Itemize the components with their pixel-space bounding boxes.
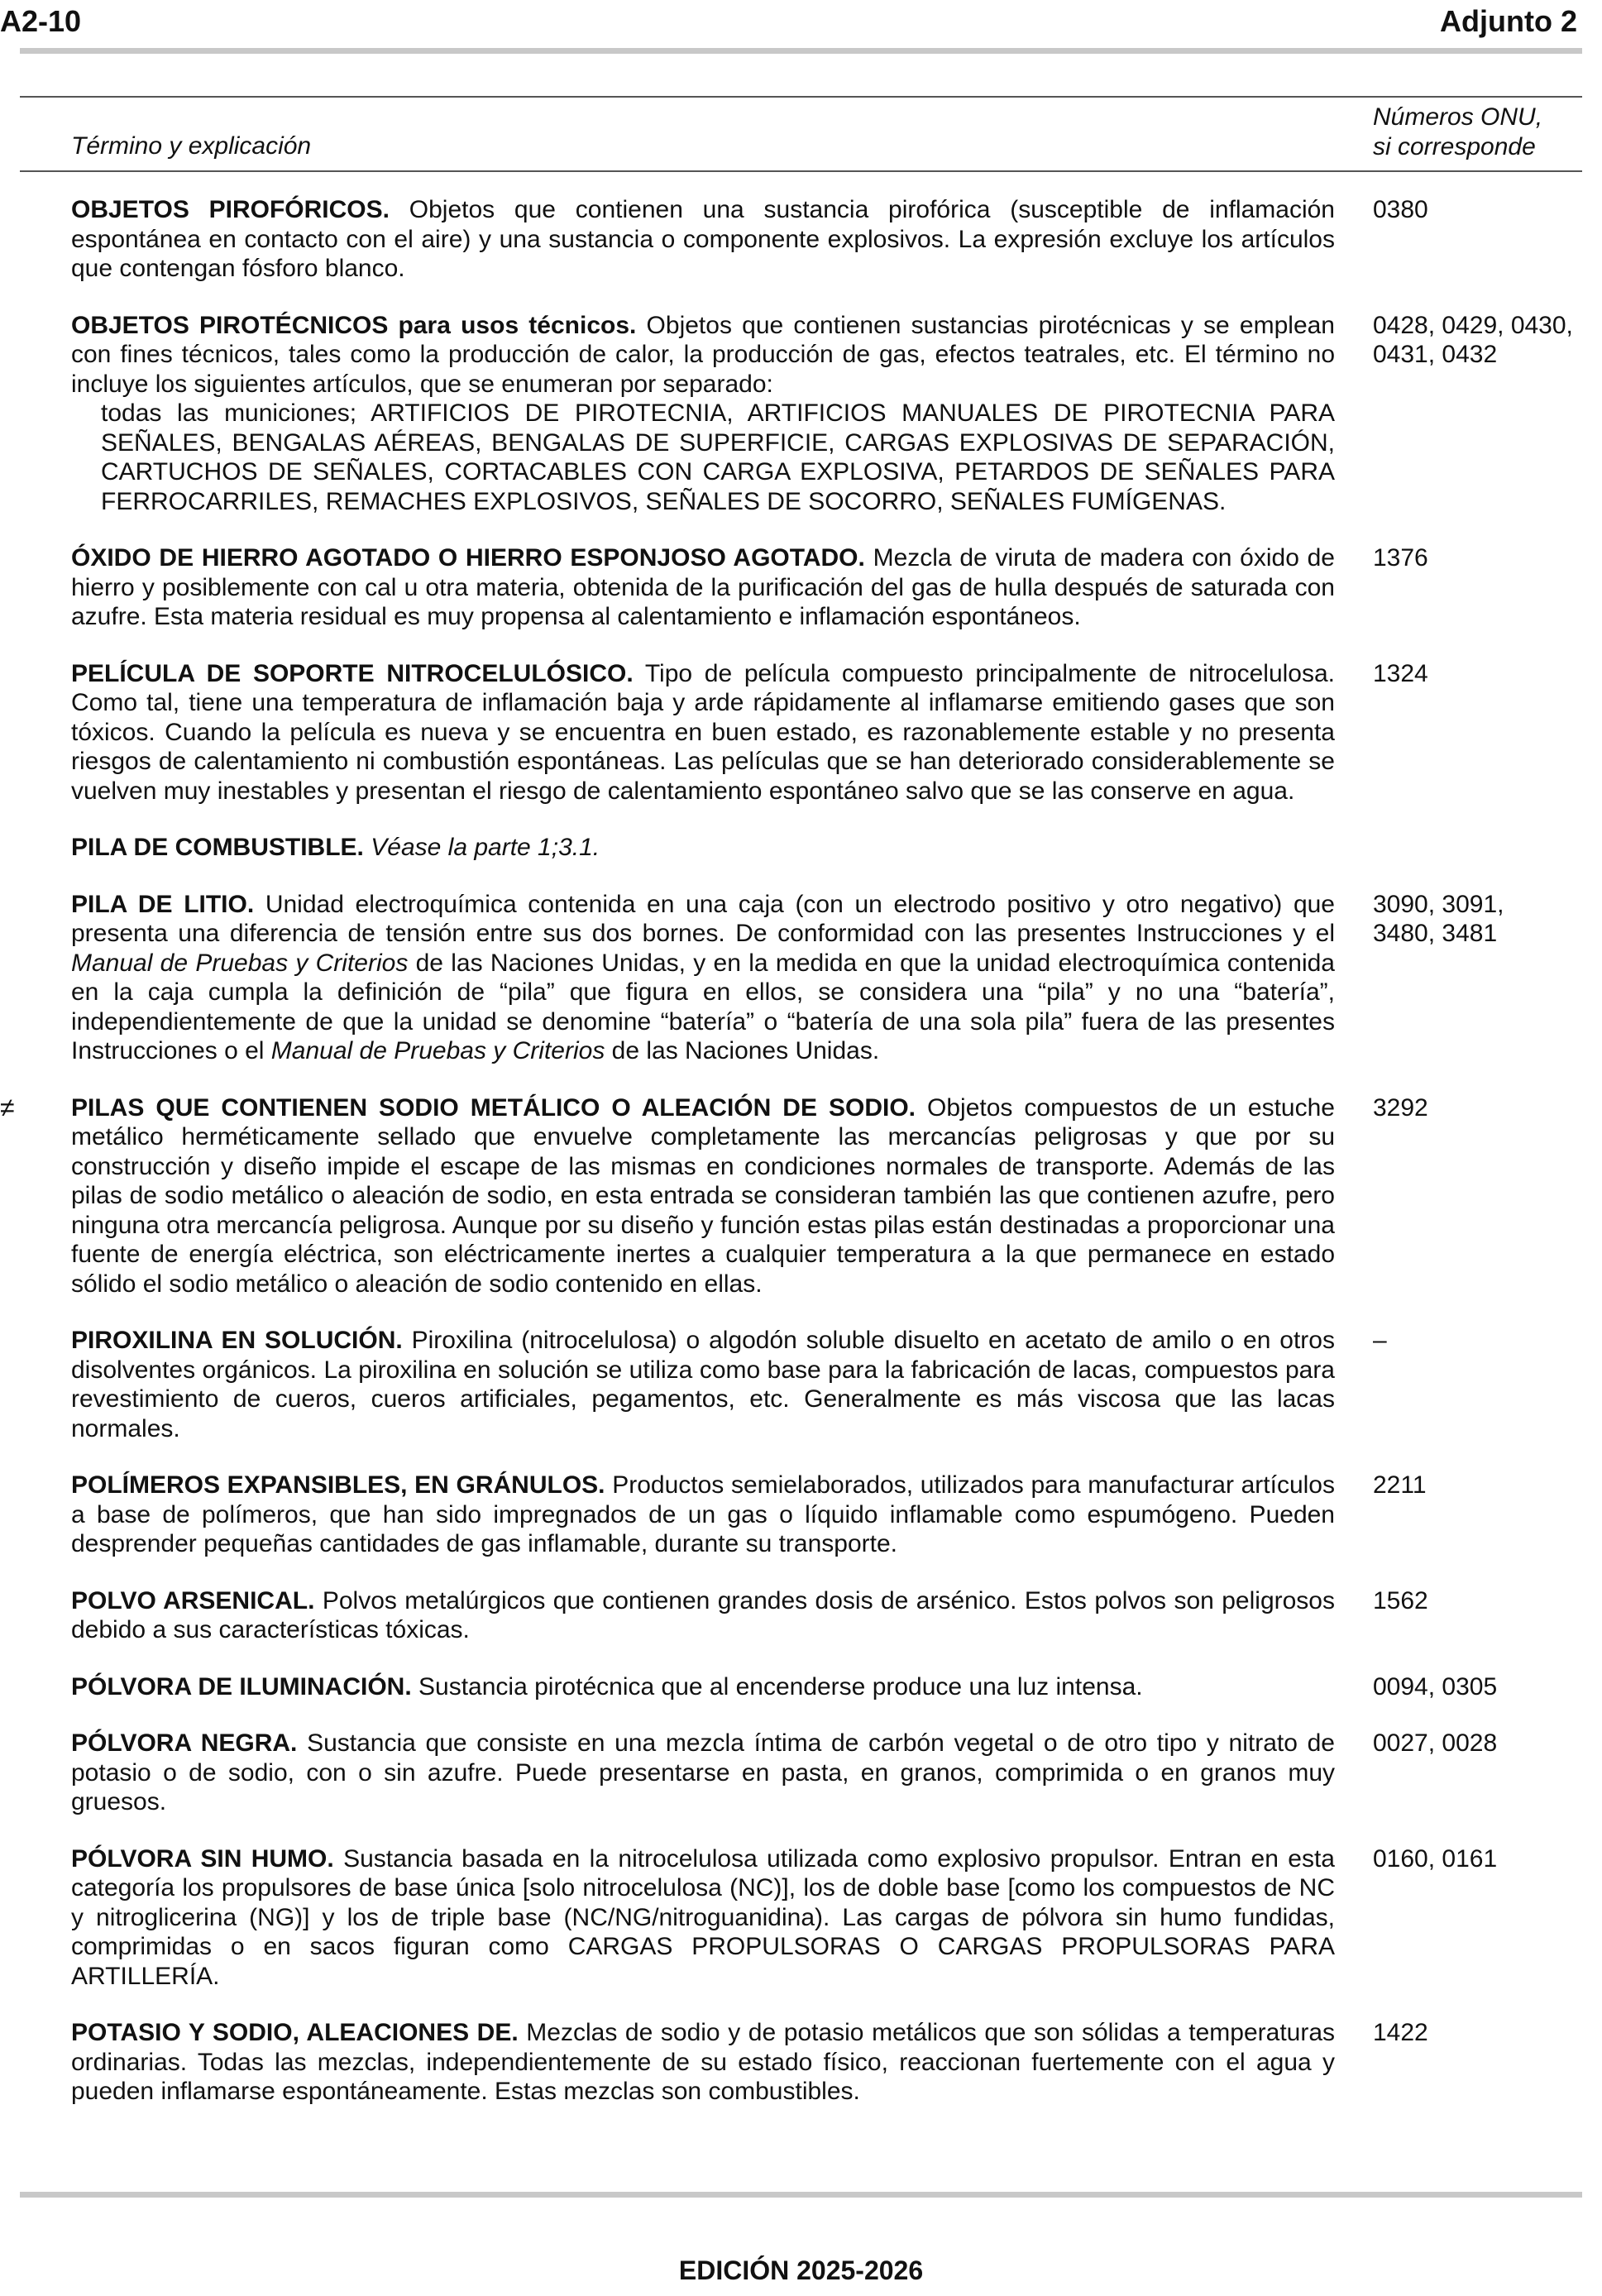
glossary-entry — [0, 1326, 1602, 1443]
entry-cross-reference: Véase la parte 1;3.1. — [371, 834, 600, 861]
entry-un-numbers: 3090, 3091, 3480, 3481 — [1373, 890, 1504, 947]
entry-un-numbers: 1376 — [1373, 544, 1428, 572]
entry-term: POTASIO Y SODIO, ALEACIONES DE. — [71, 2019, 519, 2046]
entry-body: Unidad electroquímica contenida en una caja (con un electrodo positivo y otro negativo) que presenta una diferencia de tensión entre sus dos bornes. De conformidad con las presentes Instrucciones y el — [71, 890, 1335, 947]
entry-definition — [71, 833, 1335, 863]
entry-exclusion-list: todas las municiones; ARTIFICIOS DE PIROTECNIA, ARTIFICIOS MANUALES DE PIROTECNIA PARA SEÑALES, BENGALAS AÉREAS, BENGALAS DE SUPERFICIE, CARGAS EXPLOSIVAS DE SEPARACIÓN, CARTUCHOS DE SEÑALES, CORTACABLES CON CARGA EXPLOSIVA, PETARDOS DE SEÑALES PARA FERROCARRILES, REMACHES EXPLOSIVOS, SEÑALES DE SOCORRO, SEÑALES FUMÍGENAS. — [101, 399, 1335, 515]
entry-term: OBJETOS PIROTÉCNICOS para usos técnicos. — [71, 311, 637, 339]
entry-definition — [71, 1729, 1335, 1817]
entry-definition — [71, 543, 1335, 632]
entry-un-numbers: – — [1373, 1327, 1387, 1354]
entry-un-numbers: 0027, 0028 — [1373, 1729, 1498, 1757]
entry-body: Sustancia basada en la nitrocelulosa utilizada como explosivo propulsor. Entran en esta categoría los propulsores de base única [solo nitrocelulosa (NC)], los de doble base [como los compuestos de NC y nitroglicerina (NG)] y los de triple base (NC/NG/nitroguanidina). Las cargas de pólvora sin humo fundidas, comprimidas o en sacos figuran como CARGAS PROPULSORAS O CARGAS PROPULSORAS PARA ARTILLERÍA. — [71, 1844, 1335, 1990]
entry-body: Objetos compuestos de un estuche metálico herméticamente sellado que envuelve completamente las mercancías peligrosas y que por su construcción y diseño impide el escape de las mismas en condiciones normales de transporte. Además de las pilas de sodio metálico o aleación de sodio, en esta entrada se consideran también las que contienen azufre, pero ninguna otra mercancía peligrosa. Aunque por su diseño y función estas pilas están destinadas a proporcionar una fuente de energía eléctrica, son eléctricamente inertes a cualquier temperatura a la que permanece en estado sólido el sodio metálico o aleación de sodio contenido en ellas. — [71, 1093, 1335, 1298]
entry-body: de las Naciones Unidas, y en la medida en que la unidad electroquímica contenida en la caja cumpla la definición de “pila” que figura en ellos, se considera una “pila” y no una “batería”, independientemente de que la unidad se denomine “batería” o “batería de una sola pila” fuera de las presentes Instrucciones o el — [71, 949, 1335, 1064]
entry-term: POLÍMEROS EXPANSIBLES, EN GRÁNULOS. — [71, 1471, 605, 1499]
entry-term: PIROXILINA EN SOLUCIÓN. — [71, 1327, 403, 1354]
entry-term: POLVO ARSENICAL. — [71, 1586, 315, 1614]
section-label: Adjunto 2 — [1440, 4, 1577, 38]
footer-rule — [20, 2192, 1582, 2198]
change-mark: ≠ — [0, 1092, 15, 1122]
entry-un-numbers: 2211 — [1373, 1471, 1427, 1499]
entry-term: PÓLVORA SIN HUMO. — [71, 1844, 334, 1873]
glossary-entry — [0, 1672, 1602, 1702]
entry-un-numbers: 1562 — [1373, 1586, 1428, 1614]
glossary-entry — [0, 195, 1602, 284]
entry-un-numbers: 0428, 0429, 0430, 0431, 0432 — [1373, 311, 1573, 368]
entry-italic-reference: Manual de Pruebas y Criterios — [270, 1037, 605, 1064]
glossary-entry — [0, 2018, 1602, 2107]
entry-body: Productos semielaborados, utilizados para manufacturar artículos a base de polímeros, que han sido impregnados de un gas o líquido inflamable como espumógeno. Pueden desprender pequeñas cantidades de gas inflamable, durante su transporte. — [71, 1471, 1335, 1557]
entry-body: Tipo de película compuesto principalmente de nitrocelulosa. Como tal, tiene una temperatura de inflamación baja y arde rápidamente al inflamarse emitiendo gases que son tóxicos. Cuando la película es nueva y se encuentra en buen estado, es razonablemente estable y no presenta riesgos de calentamiento ni combustión espontáneas. Las películas que se han deteriorado considerablemente se vuelven muy inestables y presentan el riesgo de calentamiento espontáneo salvo que se las conserve en agua. — [71, 659, 1335, 805]
entry-term: PÓLVORA DE ILUMINACIÓN. — [71, 1672, 412, 1700]
entry-body: Sustancia pirotécnica que al encenderse produce una luz intensa. — [411, 1672, 1143, 1700]
entry-un-numbers: 0380 — [1373, 196, 1428, 223]
edition-footer: EDICIÓN 2025-2026 — [678, 2255, 924, 2285]
entry-term: OBJETOS PIROFÓRICOS. — [71, 196, 390, 223]
entry-definition — [71, 1093, 1335, 1299]
glossary-entry — [0, 1729, 1602, 1817]
entry-body — [364, 834, 371, 861]
entry-definition — [71, 311, 1335, 517]
entry-un-numbers: 0160, 0161 — [1373, 1844, 1498, 1873]
entry-definition — [71, 890, 1335, 1066]
entry-term: ÓXIDO DE HIERRO AGOTADO O HIERRO ESPONJOSO AGOTADO. — [71, 544, 865, 572]
glossary-entry — [0, 1586, 1602, 1645]
entry-italic-reference: Manual de Pruebas y Criterios — [71, 949, 409, 977]
header-rule — [20, 48, 1582, 54]
entry-body: Mezclas de sodio y de potasio metálicos que son sólidas a temperaturas ordinarias. Todas las mezclas, independientemente de su estado físico, reaccionan fuertemente con el agua y pueden inflamarse espontáneamente. Estas mezclas son combustibles. — [71, 2019, 1336, 2105]
entry-term: PÓLVORA NEGRA. — [71, 1729, 298, 1757]
entry-un-numbers: 1422 — [1373, 2019, 1428, 2046]
entry-body: Objetos que contienen sustancias pirotécnicas y se emplean con fines técnicos, tales como la producción de calor, la producción de gas, efectos teatrales, etc. El término no incluye los siguientes artículos, que se enumeran por separado: — [71, 311, 1335, 398]
un-column-heading-line1: Números ONU, — [1373, 103, 1543, 131]
glossary-entry — [0, 1093, 1602, 1299]
entry-body: Polvos metalúrgicos que contienen grandes dosis de arsénico. Estos polvos son peligrosos debido a sus características tóxicas. — [71, 1586, 1335, 1643]
table-top-rule — [20, 96, 1582, 98]
un-column-heading-line2: si corresponde — [1373, 133, 1536, 160]
entry-definition — [71, 1471, 1335, 1559]
entry-term: PILA DE LITIO. — [71, 890, 255, 918]
entry-term: PILA DE COMBUSTIBLE. — [71, 834, 364, 861]
table-header-rule — [20, 170, 1582, 172]
glossary-entry — [0, 659, 1602, 806]
entry-un-numbers: 0094, 0305 — [1373, 1672, 1498, 1700]
entry-term: PELÍCULA DE SOPORTE NITROCELULÓSICO. — [71, 659, 634, 687]
glossary-entries — [0, 195, 1602, 2134]
term-column-heading: Término y explicación — [71, 132, 312, 160]
glossary-entry — [0, 833, 1602, 863]
entry-definition — [71, 195, 1335, 284]
entry-un-numbers: 3292 — [1373, 1093, 1428, 1122]
entry-un-numbers: 1324 — [1373, 659, 1428, 687]
entry-definition — [71, 1672, 1335, 1702]
entry-body: Sustancia que consiste en una mezcla íntima de carbón vegetal o de otro tipo y nitrato de potasio o de sodio, con o sin azufre. Puede presentarse en pasta, en granos, comprimida o en granos muy gruesos. — [71, 1729, 1335, 1815]
entry-body: Objetos que contienen una sustancia pirofórica (susceptible de inflamación espontánea en contacto con el aire) y una sustancia o componente explosivos. La expresión excluye los artículos que contengan fósforo blanco. — [71, 196, 1335, 282]
entry-definition — [71, 659, 1335, 806]
glossary-entry — [0, 311, 1602, 517]
entry-term: PILAS QUE CONTIENEN SODIO METÁLICO O ALEACIÓN DE SODIO. — [71, 1093, 916, 1122]
entry-definition — [71, 1326, 1335, 1443]
glossary-entry — [0, 1844, 1602, 1992]
entry-definition — [71, 1844, 1335, 1992]
glossary-entry — [0, 543, 1602, 632]
entry-definition — [71, 2018, 1335, 2107]
glossary-entry — [0, 1471, 1602, 1559]
un-column-heading — [1373, 103, 1542, 162]
page-id: A2-10 — [0, 4, 82, 38]
entry-body: Mezcla de viruta de madera con óxido de hierro y posiblemente con cal u otra materia, obtenida de la purificación del gas de hulla después de saturada con azufre. Esta materia residual es muy propensa al calentamiento e inflamación espontáneos. — [71, 544, 1335, 630]
entry-body: de las Naciones Unidas. — [605, 1037, 880, 1064]
entry-body: Piroxilina (nitrocelulosa) o algodón soluble disuelto en acetato de amilo o en otros disolventes orgánicos. La piroxilina en solución se utiliza como base para la fabricación de lacas, compuestos para revestimiento de cueros, cueros artificiales, pegamentos, etc. Generalmente es más viscosa que las lacas normales. — [71, 1327, 1335, 1442]
entry-definition — [71, 1586, 1335, 1645]
glossary-entry — [0, 890, 1602, 1066]
